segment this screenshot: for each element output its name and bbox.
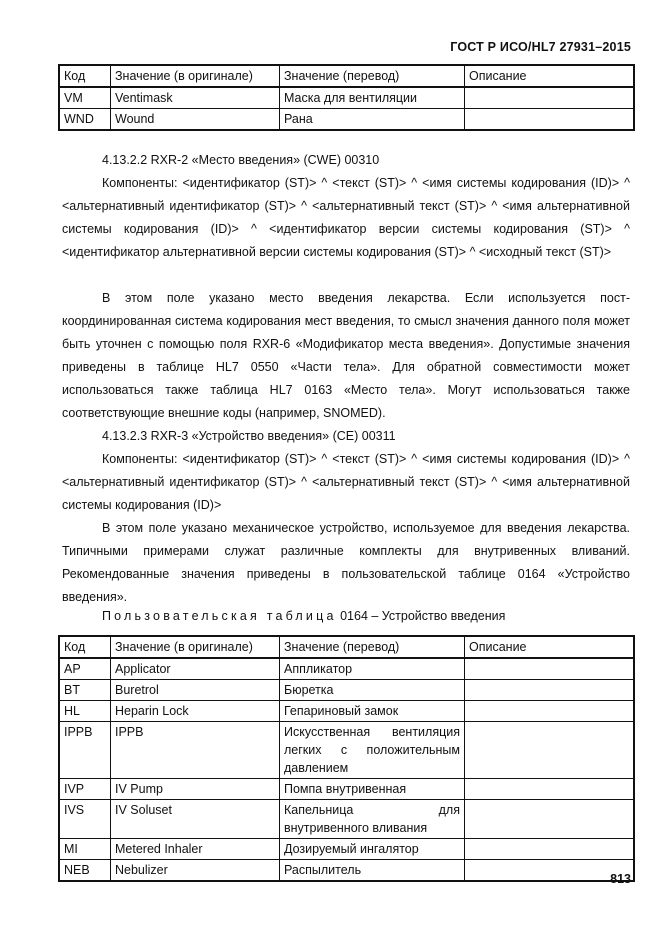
- cell-original: IPPB: [111, 722, 280, 779]
- table-header-row: [59, 65, 634, 87]
- cell-code: BT: [59, 680, 111, 701]
- column-header-description: Описание: [465, 636, 635, 658]
- page-number: 813: [610, 872, 631, 886]
- cell-description: [465, 839, 635, 860]
- column-header-translation: Значение (перевод): [280, 636, 465, 658]
- components-rxr3: Компоненты: <идентификатор (ST)> ^ <текст (ST)> ^ <имя системы кодирования (ID)> ^ <альтернативный идентификатор (ST)> ^ <альтернативный текст (ST)> ^ <имя альтернативной системы кодирования (ID)>: [62, 452, 630, 512]
- cell-code: IVP: [59, 779, 111, 800]
- cell-translation: Искусственная вентиляция легких с положительным давлением: [280, 722, 465, 779]
- cell-description: [465, 109, 635, 131]
- cell-code: WND: [59, 109, 111, 131]
- cell-original: Heparin Lock: [111, 701, 280, 722]
- cell-original: Nebulizer: [111, 860, 280, 882]
- cell-original: IV Pump: [111, 779, 280, 800]
- cell-description: [465, 701, 635, 722]
- cell-description: [465, 860, 635, 882]
- column-header-original: Значение (в оригинале): [111, 636, 280, 658]
- caption-label: Пользовательская таблица: [102, 609, 337, 623]
- cell-description: [465, 680, 635, 701]
- table-row: [59, 839, 634, 860]
- cell-code: HL: [59, 701, 111, 722]
- table-row: [59, 87, 634, 109]
- cell-original: Wound: [111, 109, 280, 131]
- column-header-code: Код: [59, 636, 111, 658]
- cell-original: Metered Inhaler: [111, 839, 280, 860]
- cell-translation: Распылитель: [280, 860, 465, 882]
- table-row: [59, 680, 634, 701]
- table-row: [59, 109, 634, 131]
- cell-translation: Дозируемый ингалятор: [280, 839, 465, 860]
- cell-translation: Бюретка: [280, 680, 465, 701]
- cell-original: Ventimask: [111, 87, 280, 109]
- cell-original: Buretrol: [111, 680, 280, 701]
- table-caption: [102, 609, 505, 623]
- document-code-header: ГОСТ Р ИСО/HL7 27931–2015: [450, 40, 631, 54]
- table-row: [59, 779, 634, 800]
- cell-description: [465, 779, 635, 800]
- caption-title: 0164 – Устройство введения: [336, 609, 506, 623]
- column-header-description: Описание: [465, 65, 635, 87]
- cell-translation: Рана: [280, 109, 465, 131]
- table-row: [59, 860, 634, 882]
- body-rxr3: В этом поле указано механическое устройство, используемое для введения лекарства. Типичными примерами служат различные комплекты для внутривенных вливаний. Рекомендованные значения приведены в пользовательской таблице 0164 «Устройство введения».: [62, 521, 630, 604]
- cell-code: IVS: [59, 800, 111, 839]
- table-devices: [58, 635, 635, 882]
- cell-code: AP: [59, 658, 111, 680]
- column-header-translation: Значение (перевод): [280, 65, 465, 87]
- cell-translation: Гепариновый замок: [280, 701, 465, 722]
- table-row: [59, 658, 634, 680]
- column-header-original: Значение (в оригинале): [111, 65, 280, 87]
- cell-code: MI: [59, 839, 111, 860]
- cell-code: NEB: [59, 860, 111, 882]
- cell-original: Applicator: [111, 658, 280, 680]
- column-header-code: Код: [59, 65, 111, 87]
- cell-description: [465, 800, 635, 839]
- cell-code: IPPB: [59, 722, 111, 779]
- cell-translation: Капельница для внутривенного вливания: [280, 800, 465, 839]
- cell-translation: Помпа внутривенная: [280, 779, 465, 800]
- cell-description: [465, 87, 635, 109]
- cell-code: VM: [59, 87, 111, 109]
- cell-translation: Аппликатор: [280, 658, 465, 680]
- components-rxr2: Компоненты: <идентификатор (ST)> ^ <текст (ST)> ^ <имя системы кодирования (ID)> ^ <альтернативный идентификатор (ST)> ^ <альтернативный текст (ST)> ^ <имя альтернативной системы кодирования (ID)> ^ <идентификатор версии системы кодирования (ST)> ^ <идентификатор альтернативной версии системы кодирования (ST)> ^ <исходный текст (ST)>: [62, 176, 630, 259]
- cell-description: [465, 722, 635, 779]
- cell-translation: Маска для вентиляции: [280, 87, 465, 109]
- table-row: [59, 722, 634, 779]
- table-row: [59, 701, 634, 722]
- cell-description: [465, 658, 635, 680]
- cell-original: IV Soluset: [111, 800, 280, 839]
- table-top: [58, 64, 635, 131]
- section-title-rxr2: 4.13.2.2 RXR-2 «Место введения» (CWE) 00310: [102, 153, 380, 167]
- section-title-rxr3: 4.13.2.3 RXR-3 «Устройство введения» (CE) 00311: [102, 429, 396, 443]
- table-header-row: [59, 636, 634, 658]
- table-row: [59, 800, 634, 839]
- body-rxr2: В этом поле указано место введения лекарства. Если используется пост-координированная система кодирования мест введения, то смысл значения данного поля может быть уточнен с помощью поля RXR-6 «Модификатор места введения». Допустимые значения приведены в таблице HL7 0550 «Части тела». Для обратной совместимости может использоваться также таблица HL7 0163 «Место тела». Могут использоваться также соответствующие внешние коды (например, SNOMED).: [62, 291, 630, 420]
